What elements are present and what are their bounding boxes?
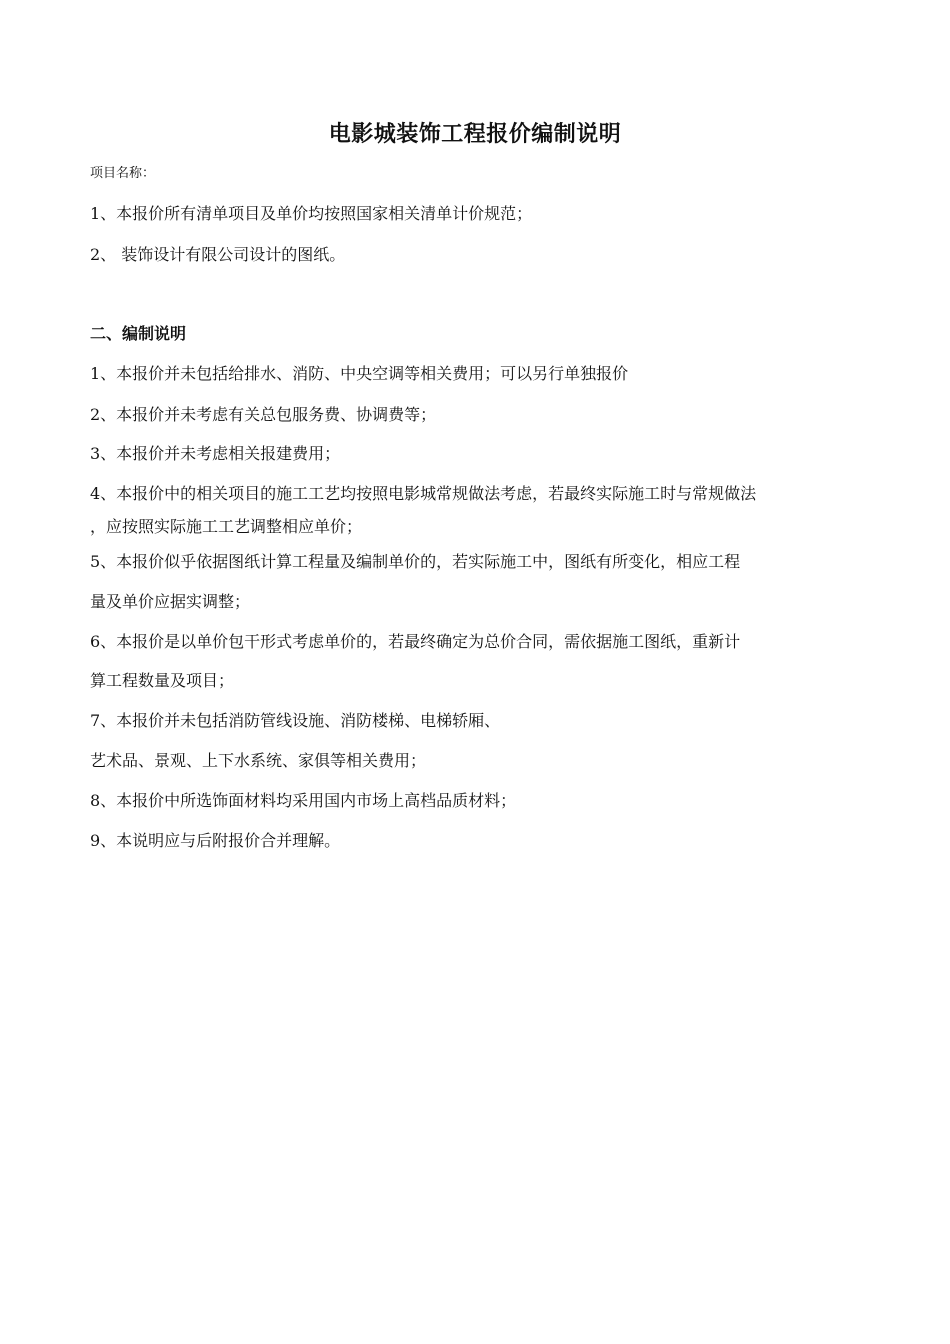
note-line: 9、本说明应与后附报价合并理解。 <box>90 831 341 850</box>
section-heading: 二、编制说明 <box>90 324 187 343</box>
note-line: 量及单价应据实调整； <box>90 592 251 611</box>
note-line: 7、本报价并未包括消防管线设施、消防楼梯、电梯轿厢、 <box>90 711 501 730</box>
note-line: ，应按照实际施工工艺调整相应单价； <box>90 517 363 536</box>
basis-item: 1、本报价所有清单项目及单价均按照国家相关清单计价规范； <box>90 204 533 223</box>
project-name-label: 项目名称： <box>90 166 156 181</box>
note-line: 6、本报价是以单价包干形式考虑单价的，若最终确定为总价合同，需依据施工图纸，重新计 <box>90 632 741 651</box>
note-line: 4、本报价中的相关项目的施工工艺均按照电影城常规做法考虑，若最终实际施工时与常规做法 <box>90 484 757 503</box>
basis-item: 2、 装饰设计有限公司设计的图纸。 <box>90 245 346 264</box>
note-line: 算工程数量及项目； <box>90 671 235 690</box>
note-line: 5、本报价似乎依据图纸计算工程量及编制单价的，若实际施工中，图纸有所变化，相应工程 <box>90 552 741 571</box>
note-line: 3、本报价并未考虑相关报建费用； <box>90 444 341 463</box>
document-title: 电影城装饰工程报价编制说明 <box>328 122 622 147</box>
note-line: 2、本报价并未考虑有关总包服务费、协调费等； <box>90 405 437 424</box>
note-line: 1、本报价并未包括给排水、消防、中央空调等相关费用；可以另行单独报价 <box>90 364 629 383</box>
note-line: 8、本报价中所选饰面材料均采用国内市场上高档品质材料； <box>90 791 517 810</box>
note-line: 艺术品、景观、上下水系统、家俱等相关费用； <box>90 751 427 770</box>
